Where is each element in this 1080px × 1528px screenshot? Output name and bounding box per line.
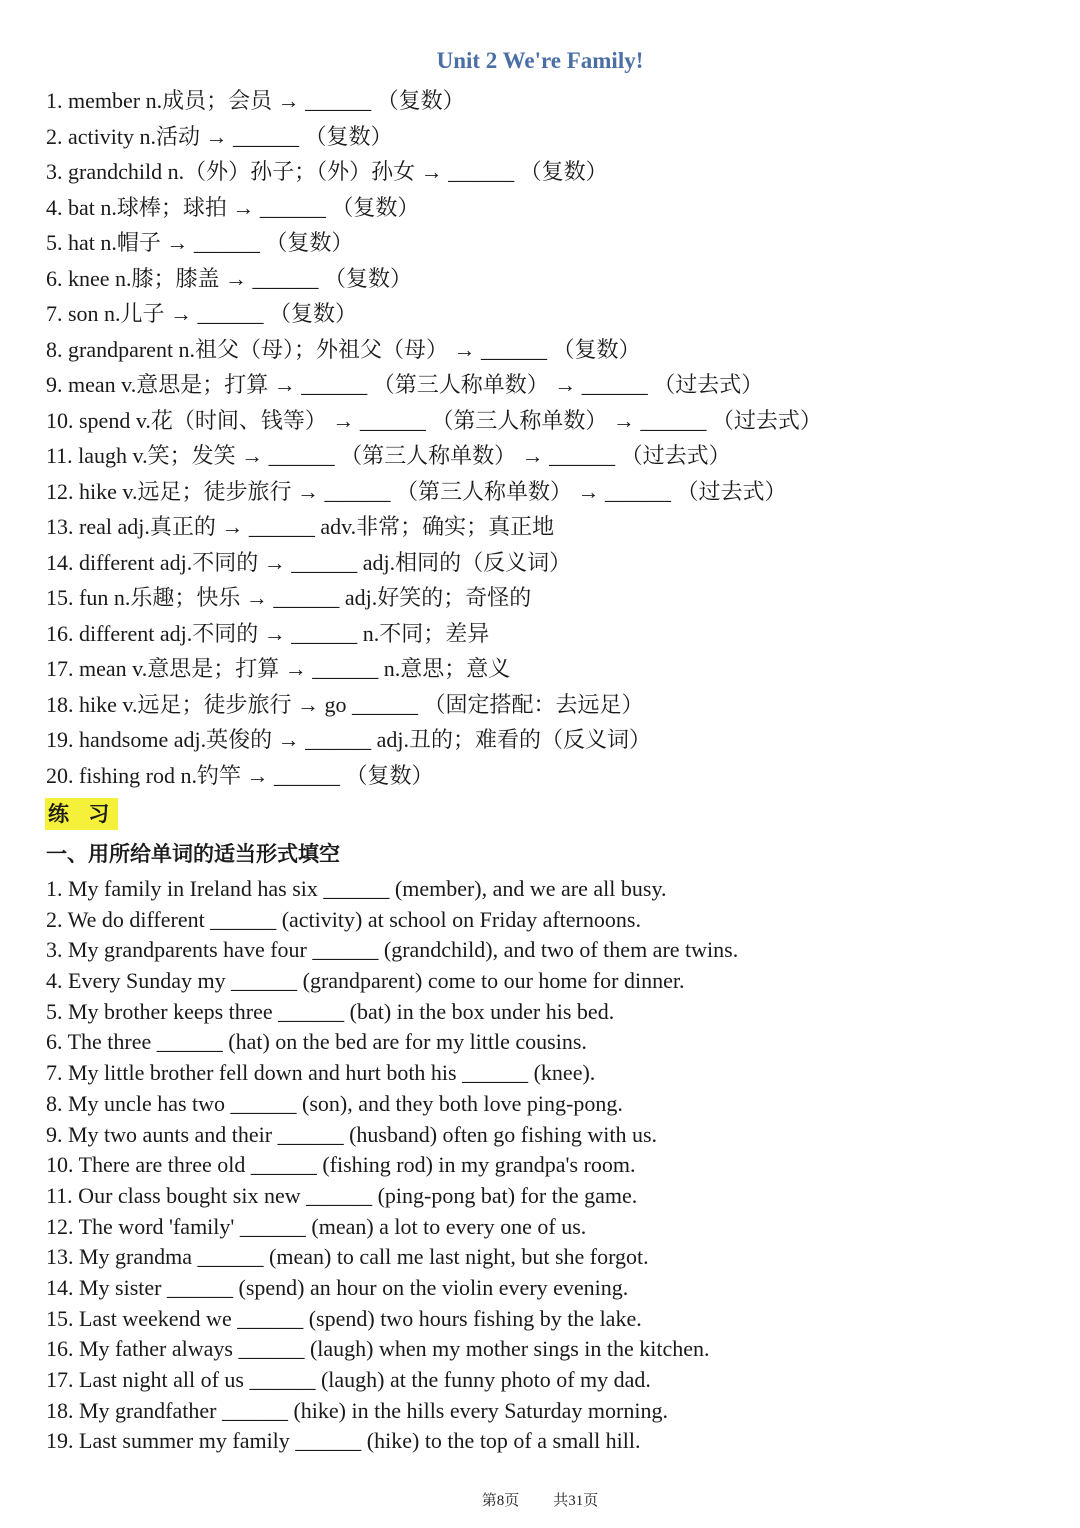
page-footer [0, 1490, 1080, 1512]
vocab-item: 17. mean v.意思是；打算 → ______ n.意思；意义 [46, 656, 511, 681]
exercise-item: 10. There are three old ______ (fishing rod) in my grandpa's room. [46, 1152, 636, 1178]
vocab-item: 13. real adj.真正的 → ______ adv.非常；确实；真正地 [46, 514, 555, 539]
exercise-item: 11. Our class bought six new ______ (ping-pong bat) for the game. [46, 1182, 638, 1208]
exercise-item: 16. My father always ______ (laugh) when my mother sings in the kitchen. [46, 1336, 710, 1362]
vocab-item: 2. activity n.活动 → ______ （复数） [46, 123, 393, 149]
exercise-item: 8. My uncle has two ______ (son), and they both love ping-pong. [46, 1090, 623, 1116]
page-title: Unit 2 We're Family! [436, 48, 644, 73]
vocab-item: 12. hike v.远足；徒步旅行 → ______ （第三人称单数） → ______ （过去式） [46, 478, 787, 504]
exercise-item: 17. Last night all of us ______ (laugh) at the funny photo of my dad. [46, 1367, 651, 1392]
vocab-item: 3. grandchild n.（外）孙子；（外）孙女 → ______ （复数） [46, 159, 608, 184]
exercise-item: 9. My two aunts and their ______ (husband) often go fishing with us. [46, 1121, 658, 1147]
vocab-item: 1. member n.成员；会员 → ______ （复数） [46, 88, 465, 113]
vocab-item: 9. mean v.意思是；打算 → ______ （第三人称单数） → ______ （过去式） [46, 372, 764, 397]
exercise-item: 6. The three ______ (hat) on the bed are for my little cousins. [46, 1029, 587, 1055]
vocab-list [46, 83, 822, 793]
exercise-item: 18. My grandfather ______ (hike) in the hills every Saturday morning. [46, 1397, 668, 1423]
vocab-item: 20. fishing rod n.钓竿 → ______ （复数） [46, 762, 434, 788]
exercise-item: 7. My little brother fell down and hurt both his ______ (knee). [46, 1060, 596, 1086]
page-total: 共31页 [553, 1493, 599, 1509]
exercise-item: 4. Every Sunday my ______ (grandparent) come to our home for dinner. [46, 968, 685, 994]
exercise-item: 15. Last weekend we ______ (spend) two hours fishing by the lake. [46, 1305, 642, 1331]
vocab-item: 10. spend v.花（时间、钱等） → ______ （第三人称单数） → ______ （过去式） [46, 407, 822, 433]
vocab-item: 15. fun n.乐趣；快乐 → ______ adj.好笑的；奇怪的 [46, 585, 532, 610]
section-heading: 一、用所给单词的适当形式填空 [46, 842, 340, 866]
vocab-item: 14. different adj.不同的 → ______ adj.相同的（反义词） [46, 549, 572, 575]
vocab-item: 11. laugh v.笑；发笑 → ______ （第三人称单数） → ______ （过去式） [46, 443, 731, 468]
vocab-item: 7. son n.儿子 → ______ （复数） [46, 301, 358, 326]
vocab-item: 16. different adj.不同的 → ______ n.不同；差异 [46, 620, 490, 646]
exercise-item: 12. The word 'family' ______ (mean) a lot to every one of us. [46, 1213, 587, 1239]
exercise-item: 14. My sister ______ (spend) an hour on the violin every evening. [46, 1274, 629, 1300]
exercise-item: 1. My family in Ireland has six ______ (member), and we are all busy. [46, 876, 667, 901]
exercise-item: 3. My grandparents have four ______ (grandchild), and two of them are twins. [46, 937, 739, 963]
vocab-item: 19. handsome adj.英俊的 → ______ adj.丑的；难看的（反义词） [46, 727, 651, 752]
exercise-list [46, 874, 738, 1457]
vocab-item: 4. bat n.球棒；球拍 → ______ （复数） [46, 194, 420, 220]
exercise-item: 5. My brother keeps three ______ (bat) in the box under his bed. [46, 998, 615, 1024]
vocab-item: 5. hat n.帽子 → ______ （复数） [46, 230, 354, 255]
vocab-item: 8. grandparent n.祖父（母）；外祖父（母） → ______ （复数） [46, 336, 641, 362]
exercise-item: 2. We do different ______ (activity) at school on Friday afternoons. [46, 906, 641, 932]
practice-tag: 练 习 [45, 798, 118, 830]
vocab-item: 18. hike v.远足；徒步旅行 → go ______ （固定搭配：去远足） [46, 691, 644, 717]
vocab-item: 6. knee n.膝；膝盖 → ______ （复数） [46, 265, 413, 291]
exercise-item: 13. My grandma ______ (mean) to call me last night, but she forgot. [46, 1244, 649, 1270]
page-number: 第8页 [481, 1493, 520, 1509]
exercise-item: 19. Last summer my family ______ (hike) to the top of a small hill. [46, 1428, 641, 1454]
